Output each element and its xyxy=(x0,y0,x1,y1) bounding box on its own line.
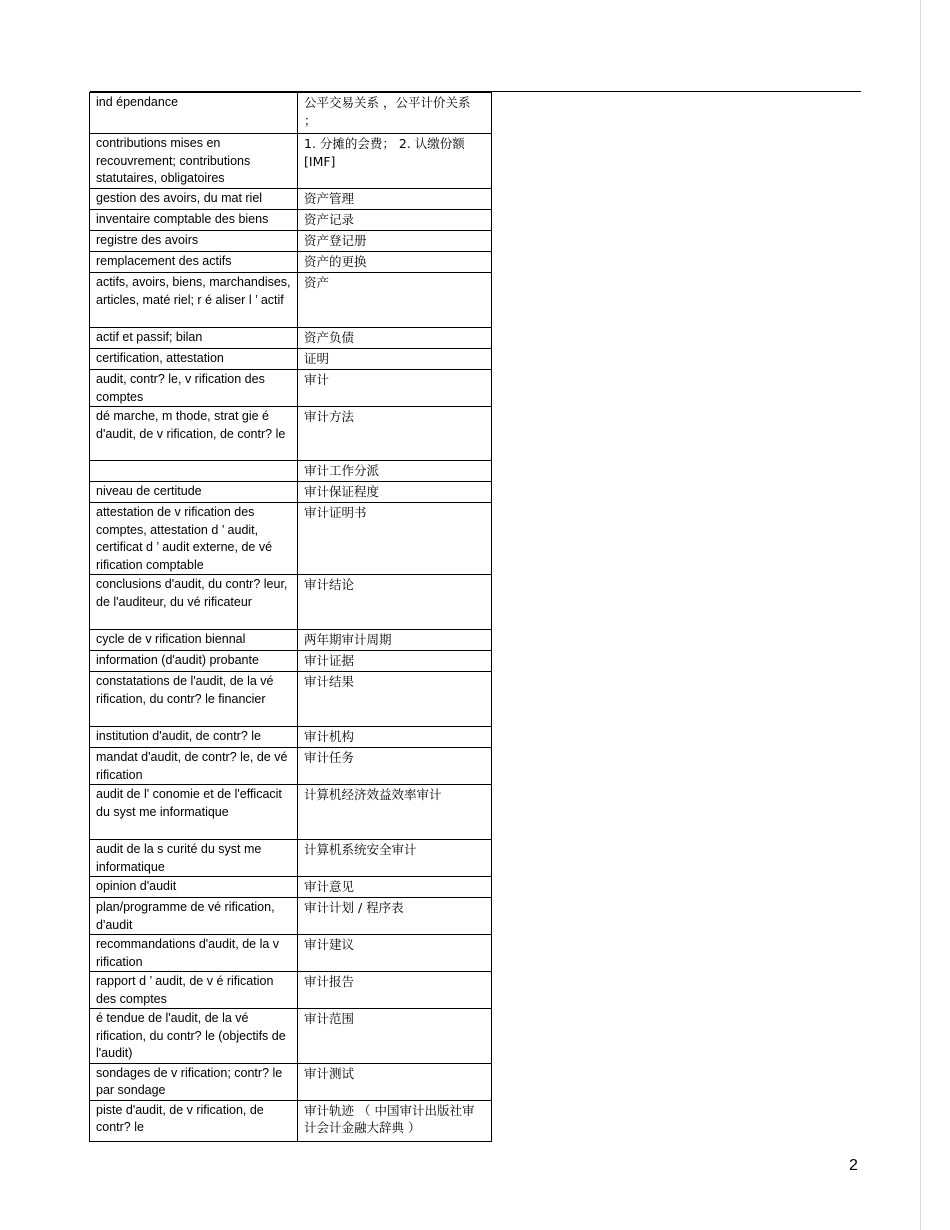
chinese-term: 审计 xyxy=(298,370,492,407)
chinese-term: 审计结果 xyxy=(298,672,492,727)
table-row xyxy=(90,1009,492,1064)
french-term xyxy=(90,461,298,482)
chinese-term: 审计测试 xyxy=(298,1063,492,1100)
french-term: sondages de v rification; contr? le par sondage xyxy=(90,1063,298,1100)
french-term: remplacement des actifs xyxy=(90,252,298,273)
chinese-term: 审计保证程度 xyxy=(298,482,492,503)
chinese-term: 1. 分摊的会费； 2. 认缴份额 [IMF] xyxy=(298,134,492,189)
french-term: attestation de v rification des comptes, attestation d ’ audit, certificat d ’ audit externe, de vé rification comptable xyxy=(90,503,298,575)
table-row xyxy=(90,189,492,210)
table-row xyxy=(90,672,492,727)
table-row xyxy=(90,935,492,972)
french-term: institution d'audit, de contr? le xyxy=(90,727,298,748)
chinese-term: 审计机构 xyxy=(298,727,492,748)
table-row xyxy=(90,349,492,370)
french-term: é tendue de l'audit, de la vé rification, du contr? le (objectifs de l'audit) xyxy=(90,1009,298,1064)
chinese-term: 审计建议 xyxy=(298,935,492,972)
chinese-term: 审计证明书 xyxy=(298,503,492,575)
chinese-term: 资产管理 xyxy=(298,189,492,210)
chinese-term: 资产的更换 xyxy=(298,252,492,273)
french-term: audit de la s curité du syst me informatique xyxy=(90,840,298,877)
table-row xyxy=(90,210,492,231)
french-term: ind épendance xyxy=(90,93,298,134)
french-term: piste d'audit, de v rification, de contr? le xyxy=(90,1100,298,1141)
table-row xyxy=(90,328,492,349)
chinese-term: 公平交易关系 ，公平计价关系 ； xyxy=(298,93,492,134)
french-term: conclusions d'audit, du contr? leur, de l'auditeur, du vé rificateur xyxy=(90,575,298,630)
french-term: mandat d'audit, de contr? le, de vé rification xyxy=(90,748,298,785)
chinese-term: 资产登记册 xyxy=(298,231,492,252)
chinese-term: 证明 xyxy=(298,349,492,370)
table-row xyxy=(90,482,492,503)
table-row xyxy=(90,407,492,461)
table-row xyxy=(90,1100,492,1141)
table-row xyxy=(90,630,492,651)
french-term: gestion des avoirs, du mat riel xyxy=(90,189,298,210)
table-row xyxy=(90,461,492,482)
page-edge xyxy=(920,0,921,1230)
table-row xyxy=(90,877,492,898)
table-row xyxy=(90,231,492,252)
chinese-term: 审计范围 xyxy=(298,1009,492,1064)
glossary-table xyxy=(89,92,492,1142)
french-term: audit, contr? le, v rification des comptes xyxy=(90,370,298,407)
french-term: constatations de l'audit, de la vé rification, du contr? le financier xyxy=(90,672,298,727)
french-term: recommandations d'audit, de la v rification xyxy=(90,935,298,972)
table-row xyxy=(90,273,492,328)
chinese-term: 审计结论 xyxy=(298,575,492,630)
table-row xyxy=(90,503,492,575)
chinese-term: 审计轨迹 （ 中国审计出版社审计会计金融大辞典 ） xyxy=(298,1100,492,1141)
table-row xyxy=(90,575,492,630)
chinese-term: 审计意见 xyxy=(298,877,492,898)
french-term: contributions mises en recouvrement; contributions statutaires, obligatoires xyxy=(90,134,298,189)
french-term: inventaire comptable des biens xyxy=(90,210,298,231)
french-term: actif et passif; bilan xyxy=(90,328,298,349)
french-term: cycle de v rification biennal xyxy=(90,630,298,651)
french-term: audit de l' conomie et de l'efficacit du syst me informatique xyxy=(90,785,298,840)
french-term: certification, attestation xyxy=(90,349,298,370)
chinese-term: 审计计划 / 程序表 xyxy=(298,898,492,935)
chinese-term: 审计证据 xyxy=(298,651,492,672)
french-term: rapport d ’ audit, de v é rification des comptes xyxy=(90,972,298,1009)
chinese-term: 计算机经济效益效率审计 xyxy=(298,785,492,840)
table-row xyxy=(90,840,492,877)
french-term: dé marche, m thode, strat gie é d'audit, de v rification, de contr? le xyxy=(90,407,298,461)
chinese-term: 资产记录 xyxy=(298,210,492,231)
table-row xyxy=(90,252,492,273)
french-term: actifs, avoirs, biens, marchandises, articles, maté riel; r é aliser l ’ actif xyxy=(90,273,298,328)
table-row xyxy=(90,651,492,672)
chinese-term: 审计报告 xyxy=(298,972,492,1009)
chinese-term: 两年期审计周期 xyxy=(298,630,492,651)
table-row xyxy=(90,748,492,785)
french-term: opinion d'audit xyxy=(90,877,298,898)
table-row xyxy=(90,1063,492,1100)
table-row xyxy=(90,785,492,840)
french-term: registre des avoirs xyxy=(90,231,298,252)
table-row xyxy=(90,134,492,189)
chinese-term: 资产负债 xyxy=(298,328,492,349)
chinese-term: 审计任务 xyxy=(298,748,492,785)
french-term: niveau de certitude xyxy=(90,482,298,503)
chinese-term: 审计方法 xyxy=(298,407,492,461)
table-row xyxy=(90,898,492,935)
table-row xyxy=(90,727,492,748)
glossary-body xyxy=(90,93,492,1142)
chinese-term: 资产 xyxy=(298,273,492,328)
page-number: 2 xyxy=(849,1157,858,1174)
chinese-term: 计算机系统安全审计 xyxy=(298,840,492,877)
table-row xyxy=(90,93,492,134)
chinese-term: 审计工作分派 xyxy=(298,461,492,482)
table-row xyxy=(90,972,492,1009)
table-row xyxy=(90,370,492,407)
french-term: plan/programme de vé rification, d'audit xyxy=(90,898,298,935)
french-term: information (d'audit) probante xyxy=(90,651,298,672)
